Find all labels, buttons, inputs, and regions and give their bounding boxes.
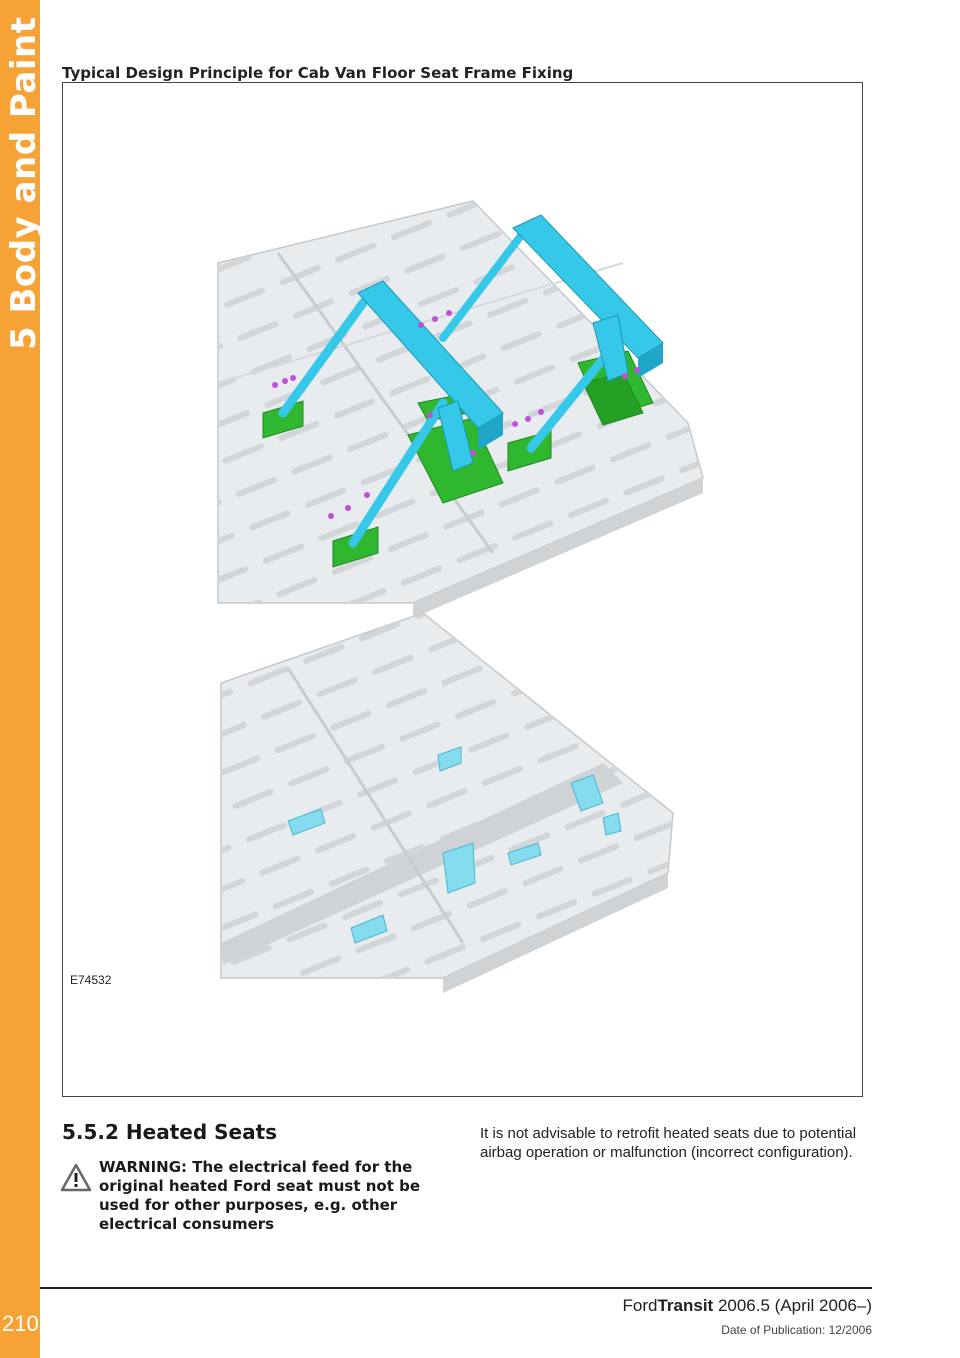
lower-floor-panel	[221, 613, 673, 993]
warning-triangle-icon	[60, 1163, 92, 1193]
section-label: 5 Body and Paint	[4, 16, 44, 350]
footer-model: Transit	[657, 1296, 714, 1315]
page-number: 210	[2, 1311, 39, 1336]
footer-edition: 2006.5 (April 2006–)	[713, 1296, 872, 1315]
figure-title: Typical Design Principle for Cab Van Floor Seat Frame Fixing	[62, 64, 574, 82]
section-title: 5.5.2 Heated Seats	[62, 1120, 278, 1144]
body-paragraph: It is not advisable to retrofit heated seats due to potential airbag operation or malfunction (incorrect configuration).	[480, 1125, 857, 1161]
figure-code: E74532	[70, 973, 112, 987]
footer-date: Date of Publication: 12/2006	[721, 1323, 872, 1337]
seat-frame-illustration	[63, 83, 862, 1096]
footer-rule	[40, 1287, 872, 1289]
figure-frame	[62, 82, 863, 1097]
sidebar	[0, 0, 44, 1358]
footer-vehicle	[623, 1296, 873, 1316]
warning-text: WARNING: The electrical feed for the original heated Ford seat must not be used for other purposes, e.g. other electrical consumers	[99, 1158, 420, 1233]
footer-make: Ford	[622, 1296, 658, 1315]
